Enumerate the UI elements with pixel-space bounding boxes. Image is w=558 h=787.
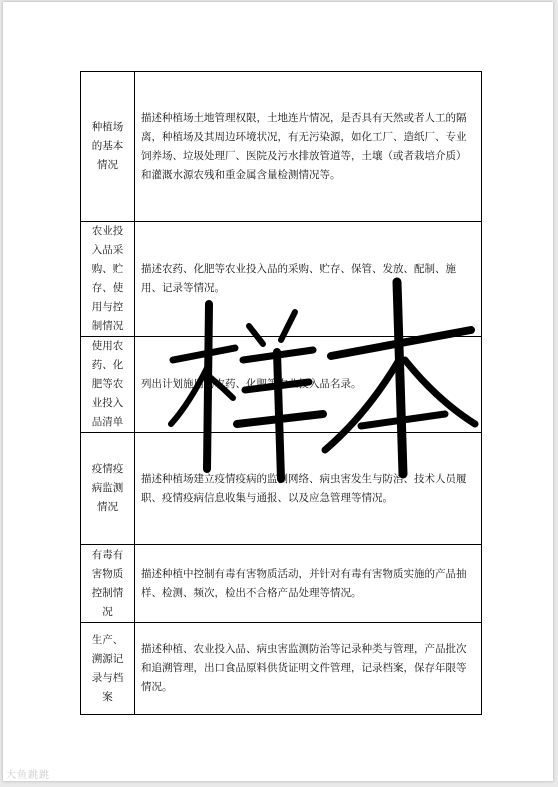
row-label: 种植场的基本情况 bbox=[81, 72, 135, 222]
table-row bbox=[81, 222, 482, 337]
row-description: 描述种植中控制有毒有害物质活动，并针对有毒有害物质实施的产品抽样、检测、频次，检出不合格产品处理等情况。 bbox=[135, 545, 482, 623]
row-label: 生产、溯源记录与档案 bbox=[81, 623, 135, 715]
row-description: 描述种植、农业投入品、病虫害监测防治等记录种类与管理，产品批次和追溯管理，出口食品原料供货证明文件管理，记录档案，保存年限等情况。 bbox=[135, 623, 482, 715]
row-description: 描述农药、化肥等农业投入品的采购、贮存、保管、发放、配制、施用、记录等情况。 bbox=[135, 222, 482, 337]
row-label: 使用农药、化肥等农业投入品清单 bbox=[81, 337, 135, 433]
table-row bbox=[81, 72, 482, 222]
table-row bbox=[81, 545, 482, 623]
table-row bbox=[81, 433, 482, 545]
row-description: 描述种植场建立疫情疫病的监测网络、病虫害发生与防治、技术人员履职、疫情疫病信息收集与通报、以及应急管理等情况。 bbox=[135, 433, 482, 545]
row-description: 列出计划施用的农药、化肥等农业投入品名录。 bbox=[135, 337, 482, 433]
row-description: 描述种植场土地管理权限，土地连片情况，是否具有天然或者人工的隔离，种植场及其周边环境状况，有无污染源，如化工厂、造纸厂、专业饲养场、垃圾处理厂、医院及污水排放管道等，土壤（或者栽培介质）和灌溉水源农残和重金属含量检测情况等。 bbox=[135, 72, 482, 222]
row-label: 有毒有害物质控制情况 bbox=[81, 545, 135, 623]
info-table bbox=[80, 71, 482, 715]
table-row bbox=[81, 623, 482, 715]
row-label: 疫情疫病监测情况 bbox=[81, 433, 135, 545]
row-label: 农业投入品采购、贮存、使用与控制情况 bbox=[81, 222, 135, 337]
table-row bbox=[81, 337, 482, 433]
document-page bbox=[3, 2, 553, 781]
corner-watermark: 大鱼跳跳 bbox=[6, 770, 50, 781]
